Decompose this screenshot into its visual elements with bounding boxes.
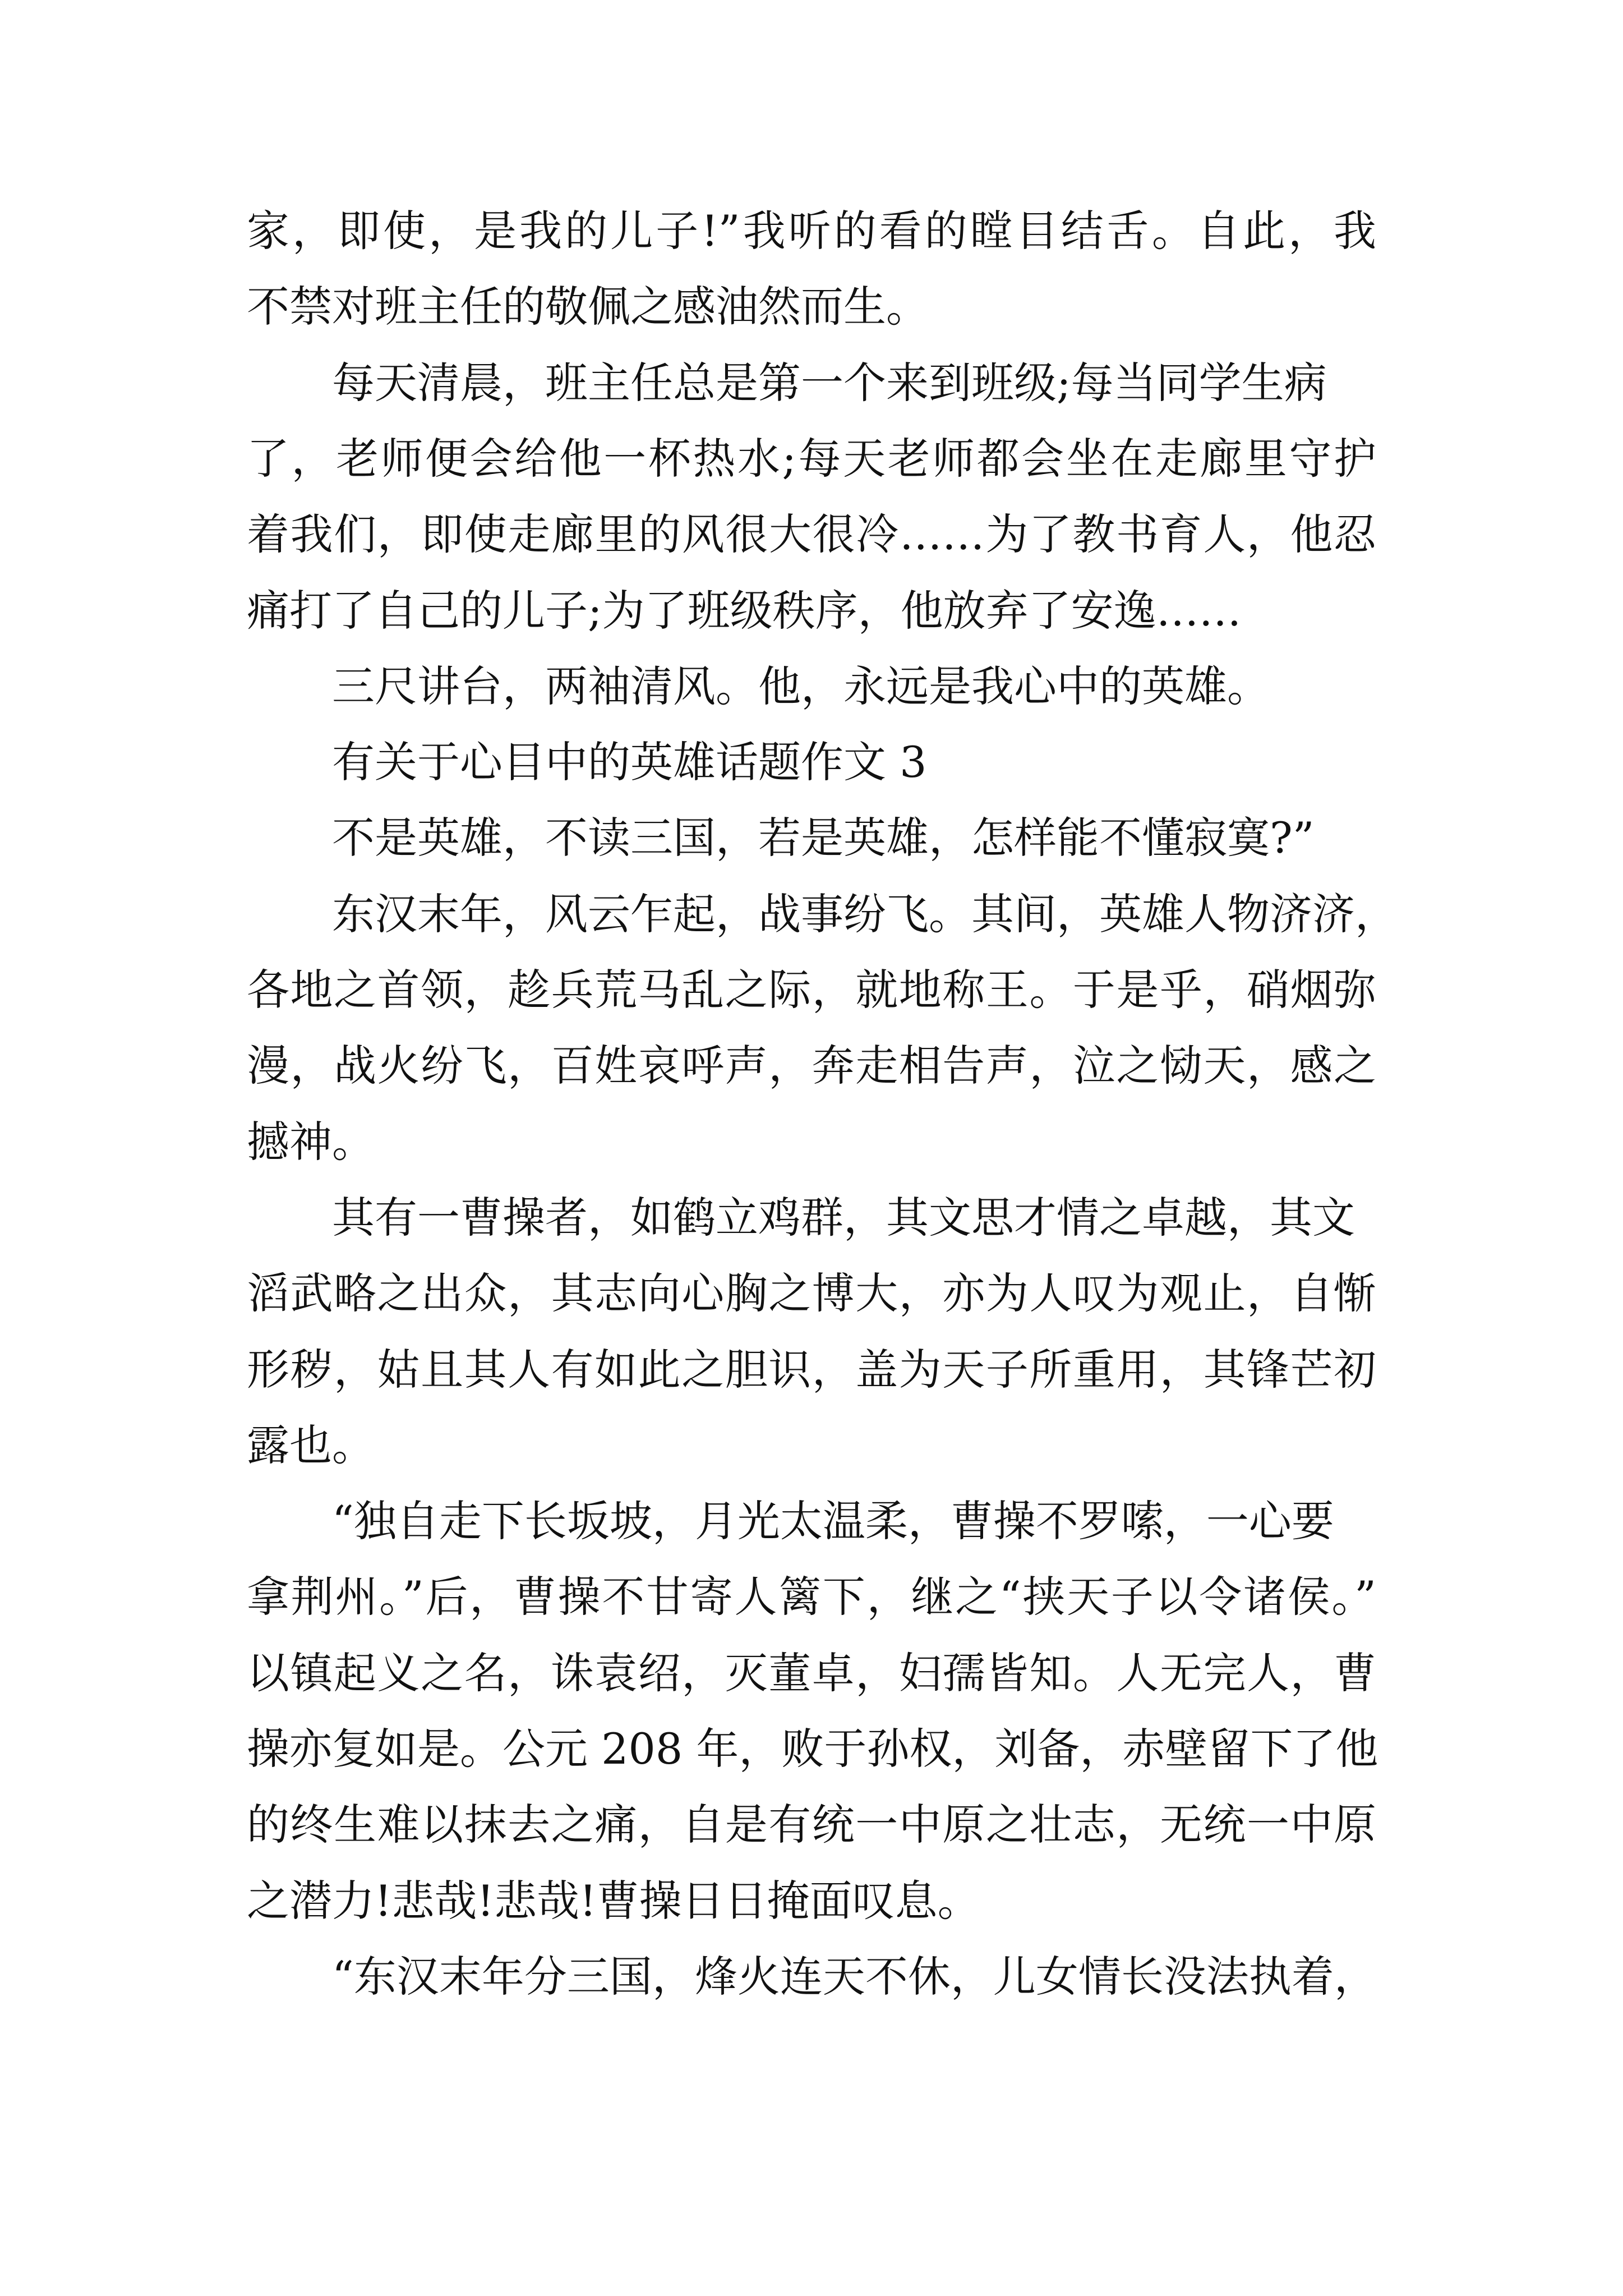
text-line: 露也。	[247, 1420, 375, 1470]
text-line: 痛打了自己的儿子;为了班级秩序，他放弃了安逸……	[247, 586, 1242, 636]
paragraph-first-line: “东汉末年分三国，烽火连天不休，儿女情长没法执着，	[332, 1952, 1377, 2001]
text-line: 撼神。	[247, 1117, 375, 1167]
text-line: 操亦复如是。公元 208 年，败于孙权，刘备，赤壁留下了他	[247, 1724, 1378, 1774]
paragraph-first-line: 不是英雄，不读三国，若是英雄，怎样能不懂寂寞?”	[332, 813, 1315, 863]
text-line: 家，即使，是我的儿子!”我听的看的瞠目结舌。自此，我	[247, 206, 1376, 256]
text-line: 了，老师便会给他一杯热水;每天老师都会坐在走廊里守护	[247, 434, 1376, 484]
text-line: 形秽，姑且其人有如此之胆识，盖为天子所重用，其锋芒初	[247, 1345, 1376, 1395]
paragraph-first-line: 三尺讲台，两袖清风。他，永远是我心中的英雄。	[332, 661, 1270, 711]
text-line: 不禁对班主任的敬佩之感油然而生。	[247, 282, 929, 332]
text-line: 着我们，即使走廊里的风很大很冷……为了教书育人，他忍	[247, 509, 1376, 559]
text-line: 以镇起义之名，诛袁绍，灭董卓，妇孺皆知。人无完人，曹	[247, 1648, 1376, 1698]
text-line: 之潜力!悲哉!悲哉!曹操日日掩面叹息。	[247, 1876, 980, 1926]
paragraph-first-line: 其有一曹操者，如鹤立鸡群，其文思才情之卓越，其文	[332, 1193, 1355, 1243]
text-line: 各地之首领，趁兵荒马乱之际，就地称王。于是乎，硝烟弥	[247, 965, 1376, 1015]
text-line: 滔武略之出众，其志向心胸之博大，亦为人叹为观止，自惭	[247, 1268, 1376, 1318]
text-line: 的终生难以抹去之痛，自是有统一中原之壮志，无统一中原	[247, 1800, 1376, 1849]
paragraph-first-line: “独自走下长坂坡，月光太温柔，曹操不罗嗦，一心要	[332, 1496, 1334, 1546]
paragraph-first-line: 东汉末年，风云乍起，战事纷飞。其间，英雄人物济济，	[332, 889, 1398, 939]
section-heading: 有关于心目中的英雄话题作文 3	[332, 737, 927, 787]
paragraph-first-line: 每天清晨，班主任总是第一个来到班级;每当同学生病	[332, 358, 1327, 408]
text-line: 拿荆州。”后，曹操不甘寄人篱下，继之“挟天子以令诸侯。”	[247, 1572, 1376, 1622]
text-line: 漫，战火纷飞，百姓哀呼声，奔走相告声，泣之恸天，感之	[247, 1041, 1376, 1091]
